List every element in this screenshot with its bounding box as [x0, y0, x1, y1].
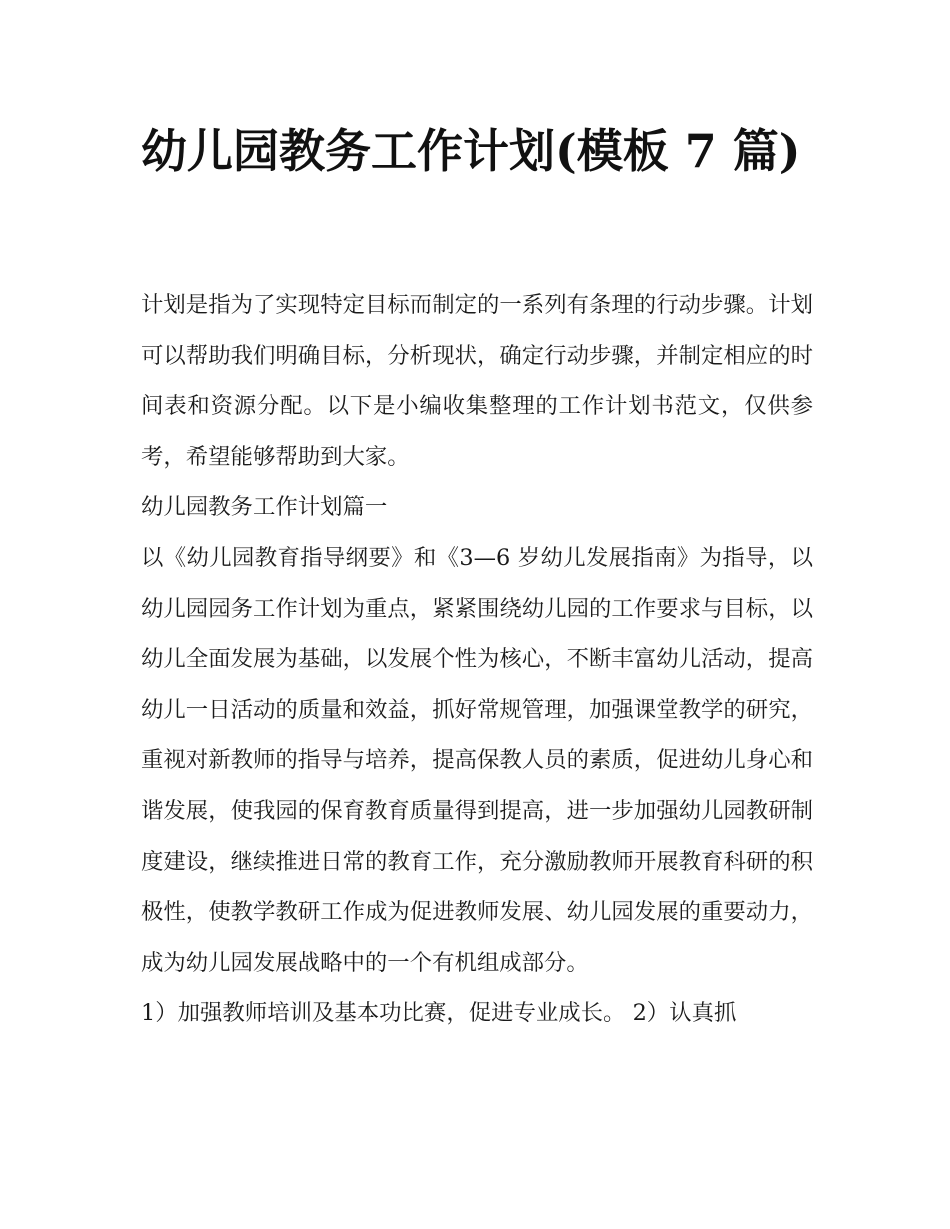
document-title: 幼儿园教务工作计划(模板 7 篇)	[141, 124, 801, 178]
document-body	[141, 280, 813, 1039]
intro-paragraph: 计划是指为了实现特定目标而制定的一系列有条理的行动步骤。计划可以帮助我们明确目标，分析现状，确定行动步骤，并制定相应的时间表和资源分配。以下是小编收集整理的工作计划书范文，仅供参考，希望能够帮助到大家。	[141, 292, 813, 470]
body-paragraph-1: 以《幼儿园教育指导纲要》和《3—6 岁幼儿发展指南》为指导，以幼儿园园务工作计划为重点，紧紧围绕幼儿园的工作要求与目标，以幼儿全面发展为基础，以发展个性为核心，不断丰富幼儿活动，提高幼儿一日活动的质量和效益，抓好常规管理，加强课堂教学的研究，重视对新教师的指导与培养，提高保教人员的素质，促进幼儿身心和谐发展，使我园的保育教育质量得到提高，进一步加强幼儿园教研制度建设，继续推进日常的教育工作，充分激励教师开展教育科研的积极性，使教学教研工作成为促进教师发展、幼儿园发展的重要动力，成为幼儿园发展战略中的一个有机组成部分。	[141, 544, 813, 976]
section-heading: 幼儿园教务工作计划篇一	[141, 494, 388, 521]
body-paragraph-2: 1）加强教师培训及基本功比赛，促进专业成长。 2）认真抓	[141, 1000, 737, 1027]
